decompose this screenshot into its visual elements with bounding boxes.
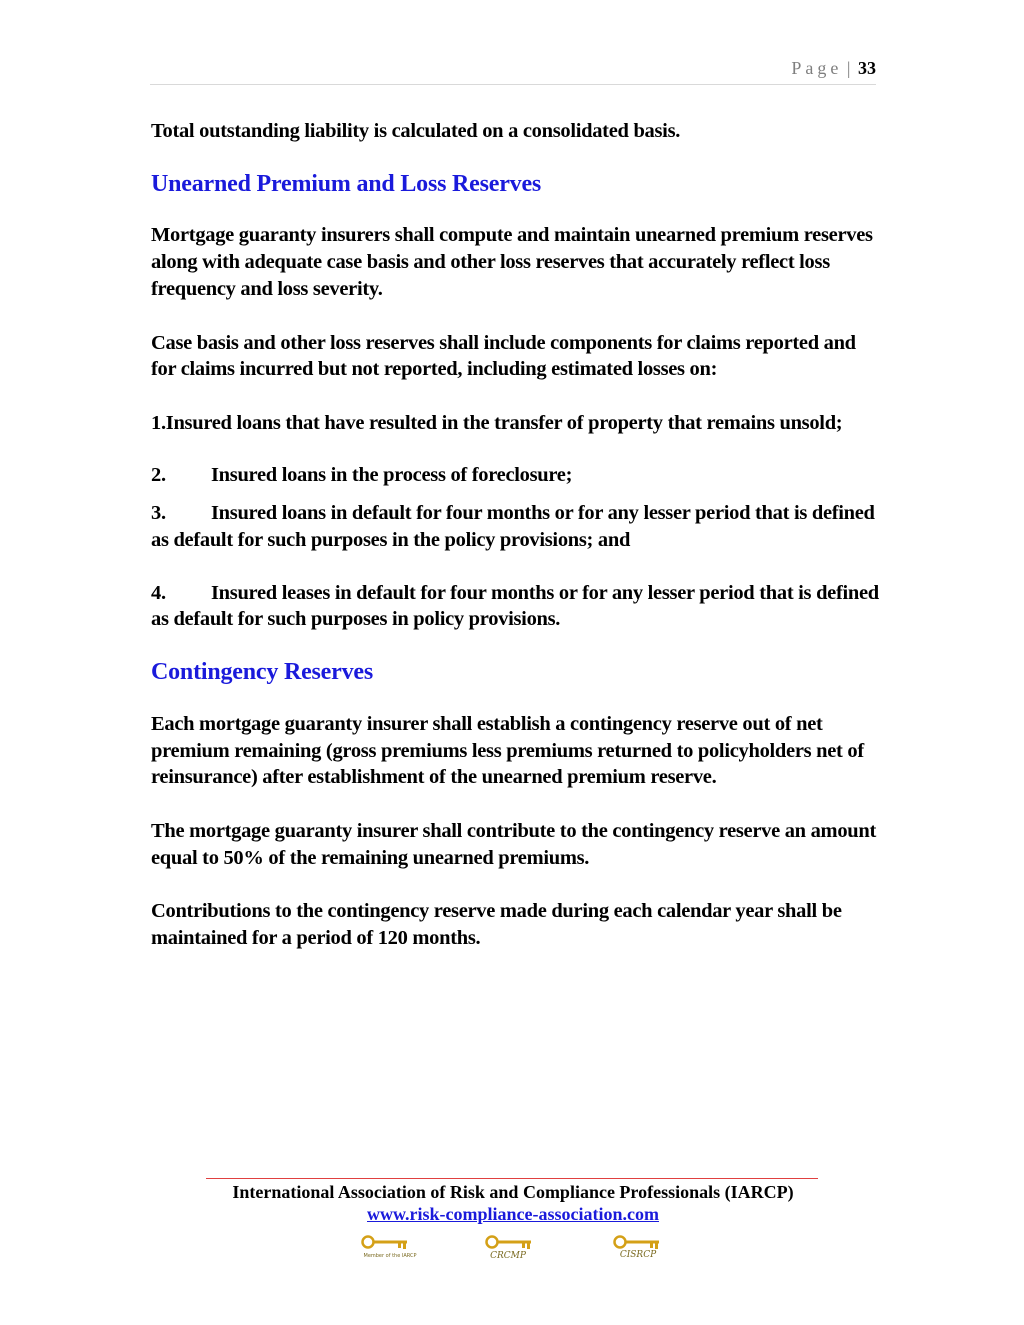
paragraph-contribution: The mortgage guaranty insurer shall contribute to the contingency reserve an amount equal to 50% of the remaining unearned premiums. xyxy=(151,819,877,869)
page-header xyxy=(150,58,876,85)
paragraph-unearned-premium: Mortgage guaranty insurers shall compute and maintain unearned premium reserves along with adequate case basis and other loss reserves that accurately reflect loss frequency and loss severity. xyxy=(151,224,873,300)
logo-label-member: Member of the IARCP xyxy=(363,1253,417,1259)
page-number: 33 xyxy=(858,58,876,78)
page-label: Page xyxy=(791,58,843,78)
list-item-4-text: Insured leases in default for four months or for any lesser period that is defined as default for such purposes in policy provisions. xyxy=(151,581,879,631)
list-item-3 xyxy=(151,500,881,553)
key-logo-member-icon xyxy=(360,1233,420,1261)
website-link[interactable]: www.risk-compliance-association.com xyxy=(367,1204,659,1224)
section-heading-contingency: Contingency Reserves xyxy=(151,659,373,686)
footer-url xyxy=(150,1204,876,1225)
key-logo-icon xyxy=(484,1233,544,1261)
page-separator: | xyxy=(846,58,851,78)
footer-organization: International Association of Risk and Compliance Professionals (IARCP) xyxy=(232,1182,794,1202)
footer-divider xyxy=(206,1178,818,1179)
document-body xyxy=(151,118,881,952)
list-item-2-number: 2. xyxy=(151,463,166,486)
paragraph-contingency-reserve: Each mortgage guaranty insurer shall establish a contingency reserve out of net premium remaining (gross premiums less premiums returned to policyholders net of reinsurance) after establishment of the unearned premium reserve. xyxy=(151,712,864,789)
key-logo-crcmp-icon xyxy=(484,1233,544,1261)
list-item-4-number: 4. xyxy=(151,581,166,604)
logo-label-crcmp: CRCMP xyxy=(490,1251,526,1261)
paragraph-case-basis: Case basis and other loss reserves shall include components for claims reported and for claims incurred but not reported, including estimated losses on: xyxy=(151,331,856,381)
list-item-4 xyxy=(151,580,881,633)
list-item-1: 1.Insured loans that have resulted in the transfer of property that remains unsold; xyxy=(151,411,843,434)
list-item-2 xyxy=(151,462,881,489)
key-logo-icon xyxy=(612,1233,672,1261)
logo-label-cisrcp: CISRCP xyxy=(619,1250,657,1260)
section-heading-unearned-premium: Unearned Premium and Loss Reserves xyxy=(151,170,542,197)
list-item-3-number: 3. xyxy=(151,502,166,525)
list-item-3-text: Insured loans in default for four months or for any lesser period that is defined as default for such purposes in the policy provisions; and xyxy=(151,502,875,552)
paragraph-maintenance-period: Contributions to the contingency reserve made during each calendar year shall be maintained for a period of 120 months. xyxy=(151,900,842,950)
key-logo-cisrcp-icon xyxy=(612,1233,672,1261)
key-logo-icon xyxy=(360,1233,420,1261)
intro-paragraph: Total outstanding liability is calculated on a consolidated basis. xyxy=(151,120,681,142)
list-item-2-text: Insured loans in the process of foreclosure; xyxy=(211,463,573,486)
